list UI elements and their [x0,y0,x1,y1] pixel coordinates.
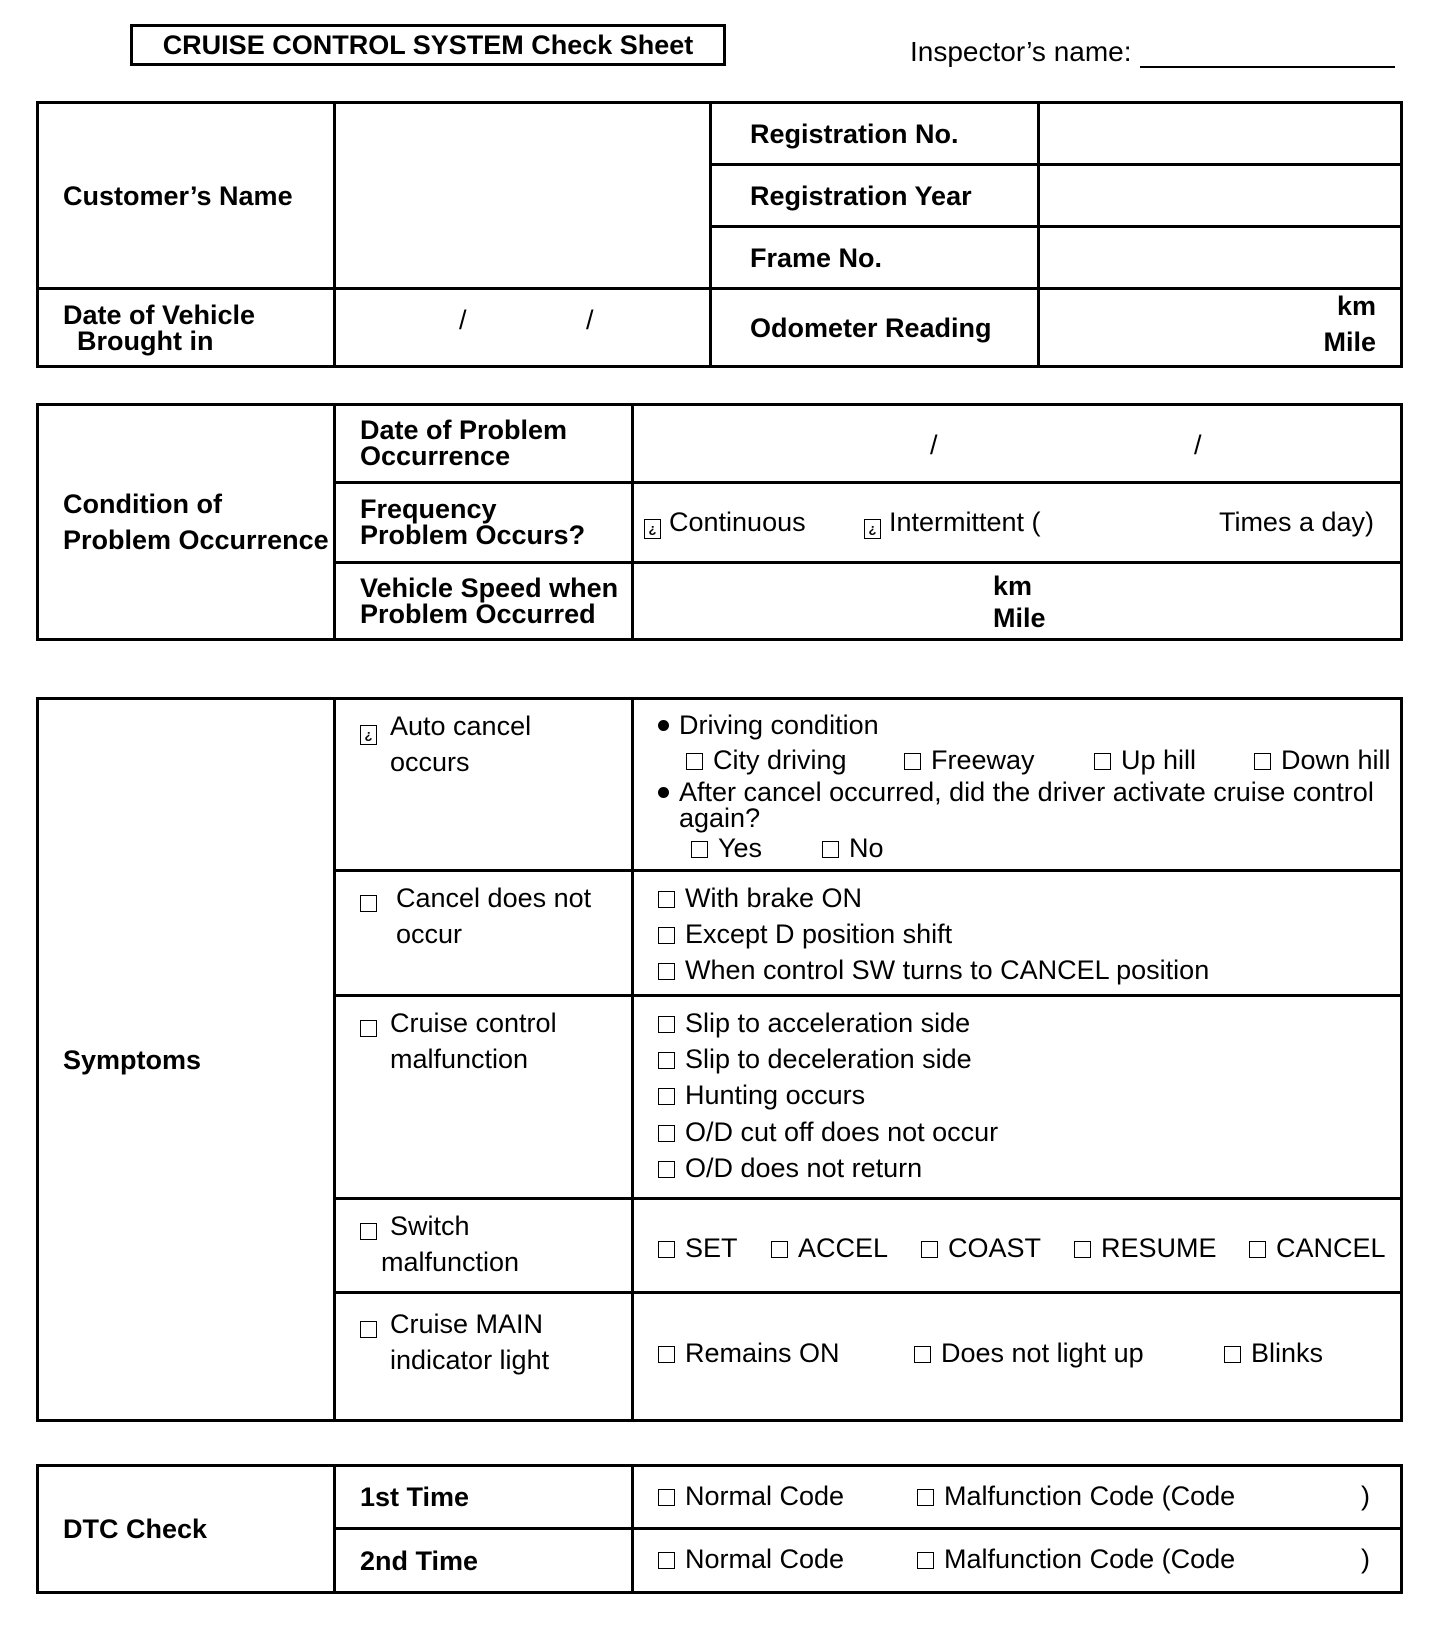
dtc-first-time-label: 1st Time [335,1466,633,1529]
checkbox-icon[interactable] [644,519,661,539]
checkbox-icon[interactable] [921,1241,938,1258]
option-coast[interactable] [921,1234,1041,1262]
checkbox-icon[interactable] [658,927,675,944]
main-indicator-symptom [335,1293,633,1421]
main-indicator-line1: Cruise MAIN [390,1309,544,1339]
option-od-not-return[interactable] [658,1154,922,1182]
option-label: RESUME [1101,1232,1217,1263]
date-brought-in-input[interactable] [335,289,711,367]
option-label: Up hill [1121,745,1197,775]
checkbox-icon[interactable] [691,841,708,858]
option-yes[interactable] [691,834,762,862]
switch-malfunction-line1: Switch [390,1211,470,1241]
bullet-icon [658,720,669,731]
frequency-line1: Frequency [360,494,497,525]
option-except-d-shift[interactable] [658,920,952,948]
auto-cancel-checkbox[interactable] [360,714,385,745]
option-with-brake-on[interactable] [658,884,862,912]
checkbox-icon[interactable] [658,1489,675,1506]
option-od-cut-off[interactable] [658,1118,998,1146]
customer-name-label: Customer’s Name [38,103,335,289]
switch-malfunction-details [633,1199,1402,1293]
intermittent-label: Intermittent ( [889,506,1041,537]
frame-no-input[interactable] [1039,227,1402,289]
close-paren: ) [1361,1543,1370,1574]
sheet-title: CRUISE CONTROL SYSTEM Check Sheet [130,24,726,66]
dtc-check-table [36,1464,1403,1594]
checkbox-icon[interactable] [914,1346,931,1363]
date-brought-in-line1: Date of Vehicle [63,299,256,330]
registration-no-label: Registration No. [711,103,1039,165]
auto-cancel-details [633,699,1402,871]
option-freeway[interactable] [904,746,1035,774]
cruise-malfunction-line2: malfunction [390,1044,529,1074]
checkbox-icon[interactable] [917,1489,934,1506]
checkbox-icon[interactable] [771,1241,788,1258]
option-cancel[interactable] [1249,1234,1386,1262]
option-slip-deceleration[interactable] [658,1045,972,1073]
checkbox-icon[interactable] [658,1088,675,1105]
cancel-not-occur-symptom [335,871,633,996]
checkbox-icon[interactable] [686,753,703,770]
option-label: ACCEL [798,1232,889,1263]
switch-malfunction-symptom [335,1199,633,1293]
close-paren: ) [1361,1480,1370,1511]
option-label: Yes [718,833,763,863]
switch-malfunction-line2: malfunction [381,1247,520,1277]
option-label: Malfunction Code (Code [944,1543,1236,1574]
auto-cancel-symptom [335,699,633,871]
cruise-malfunction-checkbox[interactable] [360,1013,387,1041]
cruise-malfunction-symptom [335,996,633,1199]
date-slash: / [1194,430,1202,460]
customer-name-input[interactable] [335,103,711,289]
checkbox-icon[interactable] [360,1223,377,1240]
checkbox-icon[interactable] [904,753,921,770]
frequency-line2: Problem Occurs? [360,520,586,551]
checkbox-icon[interactable] [1249,1241,1266,1258]
cancel-not-occur-details [633,871,1402,996]
option-remains-on[interactable] [658,1339,840,1367]
continuous-label: Continuous [669,506,806,537]
option-control-sw-cancel[interactable] [658,956,1209,984]
frame-no-label: Frame No. [711,227,1039,289]
vehicle-info-table [36,101,1403,368]
inspector-label: Inspector’s name: [910,36,1132,67]
checkbox-icon[interactable] [658,1346,675,1363]
option-no[interactable] [822,834,884,862]
vehicle-speed-line1: Vehicle Speed when [360,573,619,603]
date-slash: / [459,305,467,335]
auto-cancel-line1: Auto cancel [390,711,532,741]
option-label: Slip to acceleration side [685,1008,971,1038]
condition-label-line1: Condition of [63,489,222,519]
unit-mile: Mile [993,603,1046,633]
option-resume[interactable] [1074,1234,1217,1262]
problem-date-label [335,405,633,483]
intermittent-option[interactable] [864,508,1041,539]
option-normal-code[interactable] [658,1482,844,1510]
inspector-name-field [910,36,1395,68]
symptoms-table [36,697,1403,1422]
option-label: Does not light up [941,1337,1144,1368]
odometer-input[interactable] [1039,289,1402,367]
option-label: Normal Code [685,1480,845,1511]
option-label: Slip to deceleration side [685,1044,972,1074]
dtc-check-label: DTC Check [38,1466,335,1593]
option-label: SET [685,1232,738,1263]
option-label: City driving [713,745,847,775]
cancel-not-occur-line2: occur [396,919,463,949]
driving-condition-item [658,711,879,739]
checkbox-icon[interactable] [658,963,675,980]
dtc-second-time-options [633,1529,1402,1593]
problem-date-line2: Occurrence [360,441,511,472]
option-does-not-light[interactable] [914,1339,1144,1367]
symptoms-label: Symptoms [38,699,335,1421]
option-malfunction-code[interactable] [917,1545,1235,1573]
question-line2: again? [679,803,761,833]
option-label: Freeway [931,745,1035,775]
unit-mile: Mile [1323,327,1376,357]
registration-no-input[interactable] [1039,103,1402,165]
checkbox-icon[interactable] [658,891,675,908]
checkbox-icon[interactable] [360,1020,377,1037]
times-a-day-label: Times a day) [1218,506,1374,537]
auto-cancel-line2: occurs [390,747,470,777]
option-label: Normal Code [685,1543,845,1574]
checkbox-icon[interactable] [360,725,377,745]
odometer-label: Odometer Reading [711,289,1039,367]
option-slip-acceleration[interactable] [658,1009,970,1037]
checkbox-icon[interactable] [658,1552,675,1569]
option-label: Malfunction Code (Code [944,1480,1236,1511]
option-label: Remains ON [685,1337,840,1368]
date-slash: / [586,305,594,335]
checkbox-icon[interactable] [658,1052,675,1069]
option-malfunction-code[interactable] [917,1482,1235,1510]
vehicle-speed-label [335,563,633,640]
checkbox-icon[interactable] [658,1125,675,1142]
option-blinks[interactable] [1224,1339,1323,1367]
cancel-not-occur-line1: Cancel does not [396,883,592,913]
checkbox-icon[interactable] [864,519,881,539]
problem-date-line1: Date of Problem [360,415,568,446]
main-indicator-details [633,1293,1402,1421]
checkbox-icon[interactable] [1254,753,1271,770]
date-brought-in-line2: Brought in [77,325,214,356]
checkbox-icon[interactable] [822,841,839,858]
continuous-option[interactable] [644,508,806,539]
option-label: Blinks [1251,1337,1324,1368]
option-set[interactable] [658,1234,738,1262]
checkbox-icon[interactable] [1224,1346,1241,1363]
option-label: Down hill [1281,745,1391,775]
option-city-driving[interactable] [686,746,847,774]
checkbox-icon[interactable] [360,1321,377,1338]
bullet-icon [658,787,669,798]
option-normal-code[interactable] [658,1545,844,1573]
registration-year-input[interactable] [1039,165,1402,227]
checkbox-icon[interactable] [658,1161,675,1178]
condition-table [36,403,1403,641]
switch-malfunction-checkbox[interactable] [360,1216,387,1244]
checkbox-icon[interactable] [917,1552,934,1569]
reactivate-question [658,778,1374,806]
cancel-not-occur-checkbox[interactable] [360,888,387,916]
main-indicator-checkbox[interactable] [360,1314,387,1342]
condition-label [38,405,335,640]
option-label: Except D position shift [685,919,953,949]
option-label: Hunting occurs [685,1080,866,1110]
checkbox-icon[interactable] [1094,753,1111,770]
problem-date-input[interactable] [633,405,1402,483]
cruise-malfunction-details [633,996,1402,1199]
date-brought-in-label [38,289,335,367]
option-label: O/D cut off does not occur [685,1117,999,1147]
option-down-hill[interactable] [1254,746,1391,774]
dtc-second-time-label: 2nd Time [335,1529,633,1593]
option-label: COAST [948,1232,1042,1263]
option-hunting[interactable] [658,1081,865,1109]
question-line1: After cancel occurred, did the driver activate cruise control [679,777,1374,807]
checkbox-icon[interactable] [658,1241,675,1258]
cruise-malfunction-line1: Cruise control [390,1008,557,1038]
option-accel[interactable] [771,1234,888,1262]
registration-year-label: Registration Year [711,165,1039,227]
option-up-hill[interactable] [1094,746,1196,774]
driving-condition-label: Driving condition [679,710,879,740]
option-label: When control SW turns to CANCEL position [685,955,1210,985]
unit-km: km [993,571,1033,601]
date-slash: / [930,430,938,460]
option-label: No [849,833,884,863]
unit-km: km [1336,291,1376,321]
option-label: O/D does not return [685,1153,923,1183]
frequency-options [633,482,1402,562]
checkbox-icon[interactable] [360,895,377,912]
inspector-name-input[interactable] [1140,38,1395,68]
vehicle-speed-input[interactable] [633,563,1402,640]
main-indicator-line2: indicator light [390,1345,550,1375]
vehicle-speed-line2: Problem Occurred [360,599,596,629]
checkbox-icon[interactable] [1074,1241,1091,1258]
frequency-label [335,482,633,562]
dtc-first-time-options [633,1466,1402,1529]
checkbox-icon[interactable] [658,1016,675,1033]
condition-label-line2: Problem Occurrence [63,525,329,555]
option-label: CANCEL [1276,1232,1386,1263]
option-label: With brake ON [685,883,863,913]
